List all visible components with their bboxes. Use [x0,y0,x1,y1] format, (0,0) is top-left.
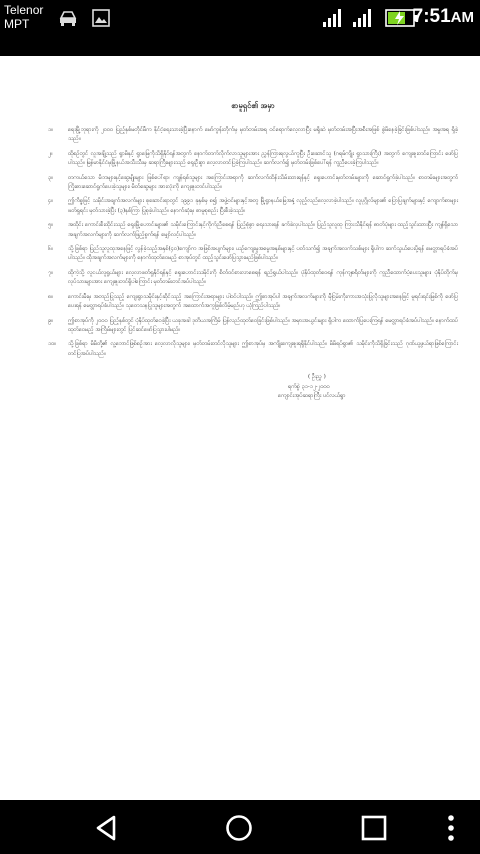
clock [413,6,474,28]
paragraph-number: ၁၀။ [48,341,56,348]
navigation-bar [0,800,480,854]
signature-block [278,373,458,402]
signature-date: ရက်စွဲ ၃၁-၁၂-၂၀၀၀ [288,383,330,390]
paragraph-number: ၃။ [48,174,53,181]
paragraph-number: ၇။ [48,269,53,276]
paragraph-number: ၄။ [48,198,53,205]
back-icon [92,814,120,842]
home-button[interactable] [224,814,254,848]
paragraph-number: ၉။ [48,317,53,324]
signature-title: ကျောင်းအုပ်ဆရာကြီး ပင်လယ်ရွာ [278,393,346,400]
carrier-line-1: Telenor [4,3,44,17]
paragraph-text: တကယ်သော မိဘများနှင့်ဆွေမျိုးများ ဖြစ်ပေါ်ရာ၊ ကျန်ရစ်သူများ အကြောင်းအရာကို ဆက်လက်ထိန်းသိမ်းထားရန်နှင့် ရှေးဟောင်းမှတ်တမ်းများကို ဆောင်ရွက်ခဲ့ပါသည်။ စာတမ်းများအတွက် ကြိုးစားဆောင်ရွက်ပေးခဲ့သူများ၊ မိတ်ဆွေများ အားလုံးကို ကျေးဇူးတင်ပါသည်။ [68,174,458,191]
document-page [48,101,458,402]
clock-time: 7:51 [412,6,451,27]
signal-icon [352,8,374,32]
paragraph [48,174,458,193]
paragraph [48,221,458,240]
paragraph [48,317,458,336]
paragraph-text: ကောင်းမီးမှ အတည်ပြုသည့် ကျေးရွာသမိုင်းနှင့်ဆိုင်သည့် အကြောင်းအရာများ ပါဝင်ပါသည်။ ဤစာအုပ်ပါ အချက်အလက်များကို မှီငြမ်းကိုးကားအသုံးပြုလိုသူများအနေဖြင့် မူရင်းရင်းမြစ်ကို ဖော်ပြပေးရန် မေတ္တာရပ်ခံပါသည်။ သုတေသနပြုသူများအတွက် အထောက်အကူဖြစ်လိမ့်မည်ဟု ယုံကြည်ပါသည်။ [68,293,458,310]
paragraph-number: ၈။ [48,293,53,300]
paragraph-number: ၆။ [48,246,53,253]
document-viewer[interactable] [0,56,480,800]
paragraph-number: ၂။ [48,150,53,157]
carrier-label [4,3,43,31]
paragraph [48,293,458,312]
paragraph [48,269,458,288]
paragraph [48,340,458,359]
paragraph-text: ရေးမြို့ဘုရားကို ၂၀၀၀ ပြည့်နှစ်မတိုင်မီက နိုင်ငံ့ရေးသားခဲ့ပြီးနောက် မော်ကွန်းတိုက်မှ မှတ်တမ်းအရ ဝင်ရောက်လေ့လာပြီး မရှိဆဲ မှတ်တမ်းအပြီးအစီးအဖြစ် စွဲမိနေခဲ့ခြင်းဖြစ်ပါသည်။ အမှုအရ ရှိခဲ့သည်။ [68,127,458,143]
clock-suffix: AM [450,9,474,26]
paragraph-number: ၅။ [48,222,53,229]
paragraph-text: သို့ဖြစ်ရာ မိမိတို့၏ လူ့ဘောင်ဖြစ်စဉ်အား လေ့လာလိုသူများ၊ မှတ်တမ်းတင်လိုသူများ ဤစာအုပ်မှ အကျိုးကျေးဇူးရရှိနိုင်ပါသည်။ မိမိရပ်ရွာ၏ သမိုင်းကိုသိရှိခြင်းသည် ဂုဏ်ယူဖွယ်ရာဖြစ်ကြောင်း တင်ပြအပ်ပါသည်။ [68,341,458,357]
usb-debug-icon [58,9,78,31]
signal-icon [322,8,344,32]
home-icon [224,814,254,844]
paragraph-text: သို့ဖြစ်ရာ ပြည်သူလူထုအနေဖြင့် လွန်ခဲ့သည့်အနှစ်(၄၀)ကျော်က အဖြစ်အပျက်များ၊ ယဉ်ကျေးမှုအမွေအနှစ်များနှင့် ပတ်သက်၍ အချက်အလက်သစ်များ ရှိပါက ဆက်သွယ်ပေးပို့ရန် မေတ္တာရပ်ခံအပ်ပါသည်။ ထိုအချက်အလက်များကို နောက်ထုတ်ဝေမည့် စာအုပ်တွင် ထည့်သွင်းဖော်ပြသွားမည်ဖြစ်ပါသည်။ [68,246,458,262]
paragraph-text: ထိုကဲ့သို့ လူငယ်လူရွယ်များ လေ့လာဖတ်ရှုနိုင်ရန်နှင့် ရှေးဟောင်းသမိုင်းကို စိတ်ဝင်စားလာစေရန် ရည်ရွယ်ပါသည်။ ပုံနှိပ်ထုတ်ဝေရန် ကုန်ကျစရိတ်များကို ကူညီထောက်ပံ့ပေးသူများ၊ ပုံနှိပ်တိုက်မှ လုပ်သားများအား ကျေးဇူးတင်ရှိပါကြောင်း မှတ်တမ်းတင်အပ်ပါသည်။ [68,269,458,286]
overflow-menu-button[interactable] [446,813,456,847]
gallery-icon [92,9,110,31]
paragraph-text: အထိုင်း ကောင်းစီးထိုင်းသည် ရှေးမြို့ဟောင်းများ၏ သမိုင်းကြောင်းနှင့်ကိုက်ညီစေရန် ပြည့်စုံစွာ ရေးသားရန် ခက်ခဲလှပါသည်။ ပြည်သူလူထု ကြားသိနိုင်ရန် ဓာတ်ပုံများ ထည့်သွင်းထားပြီး ကျန်ရှိသော အချက်အလက်များကို ဆက်လက်ဖြည့်စွက်ရန် မျှော်လင့်ပါသည်။ [68,222,458,238]
paragraph-text: ထိုစဉ်တွင် လူအချို့သည် ရွာမိနှင့် ရွာမြေကိုသိရှိနိုင်ရန်အတွက် နောက်တက်လိုက်လာသူများအား ညွှန်ကြားရလွယ်ကူပြီး ဦးဆောင်သူ (ဂရမ်ကျိုး ရွာသားကြီး) အတွက် ကျေးဇူးတင်ကြောင်း ဖော်ပြပါသည်။ မြန်မာနိုင်ငံမှမြို့နယ်အသီးသီးမှ ဆရာကြီးများသည် ရှေးဦးစွာ လေ့လာတင်ပြခဲ့ကြပါသည်။ ဆက်လက်၍ မှတ်တမ်းဖြစ်ပေါ်ရန် ကူညီပေးခဲ့ကြပါသည်။ [68,150,458,167]
document-title: စာမူရှင်၏ အမှာ [231,101,275,110]
overflow-menu-icon [446,813,456,843]
paragraph [48,197,458,216]
paragraph-number: ၁။ [48,127,53,133]
carrier-line-2: MPT [4,17,30,31]
paragraph [48,245,458,264]
paragraph [48,150,458,169]
status-bar [0,0,480,36]
paragraph-text: ဤစာအုပ်ကို ၂၀၀၀ ပြည့်နှစ်တွင် ပုံနှိပ်ထုတ်ဝေခဲ့ပြီး ယခုအခါ ဒုတိယအကြိမ် ပြန်လည်ထုတ်ဝေခြင်းဖြစ်ပါသည်။ အမှားအယွင်းများ ရှိပါက ထောက်ပြပေးကြရန် မေတ္တာရပ်ခံအပ်ပါသည်။ နောက်ထပ်ထုတ်ဝေမည့် အကြိမ်များတွင် ပြင်ဆင်ဖော်ပြသွားပါမည်။ [68,317,458,333]
paragraph [48,126,458,145]
paragraph-text: ဤကိစ္စဖြင့် သမိုင်းအချက်အလက်များ စုဆောင်းရာတွင် ၁၉၉၁ ခုနှစ်မှ စ၍ အဖွဲ့ဝင်များနှင့်အတူ မြို့ရွာနယ်မြေအနှံ့ လှည့်လည်လေ့လာခဲ့ပါသည်။ လူပုဂ္ဂိုလ်များ၏ ပြောပြချက်များနှင့် ကျောက်စာများ ဖတ်ရှုရင်း မှတ်သားခဲ့ပြီး (၃)နှစ်ကြာ ပြုစုခဲ့ပါသည်။ နောက်ဆုံးမှ စာမူစုစည်း ပြီးစီးခဲ့သည်။ [68,198,458,214]
signature-name: ( ဦးညွှ ) [308,374,326,381]
recents-button[interactable] [360,814,388,846]
recents-icon [360,814,388,842]
back-button[interactable] [92,814,120,846]
